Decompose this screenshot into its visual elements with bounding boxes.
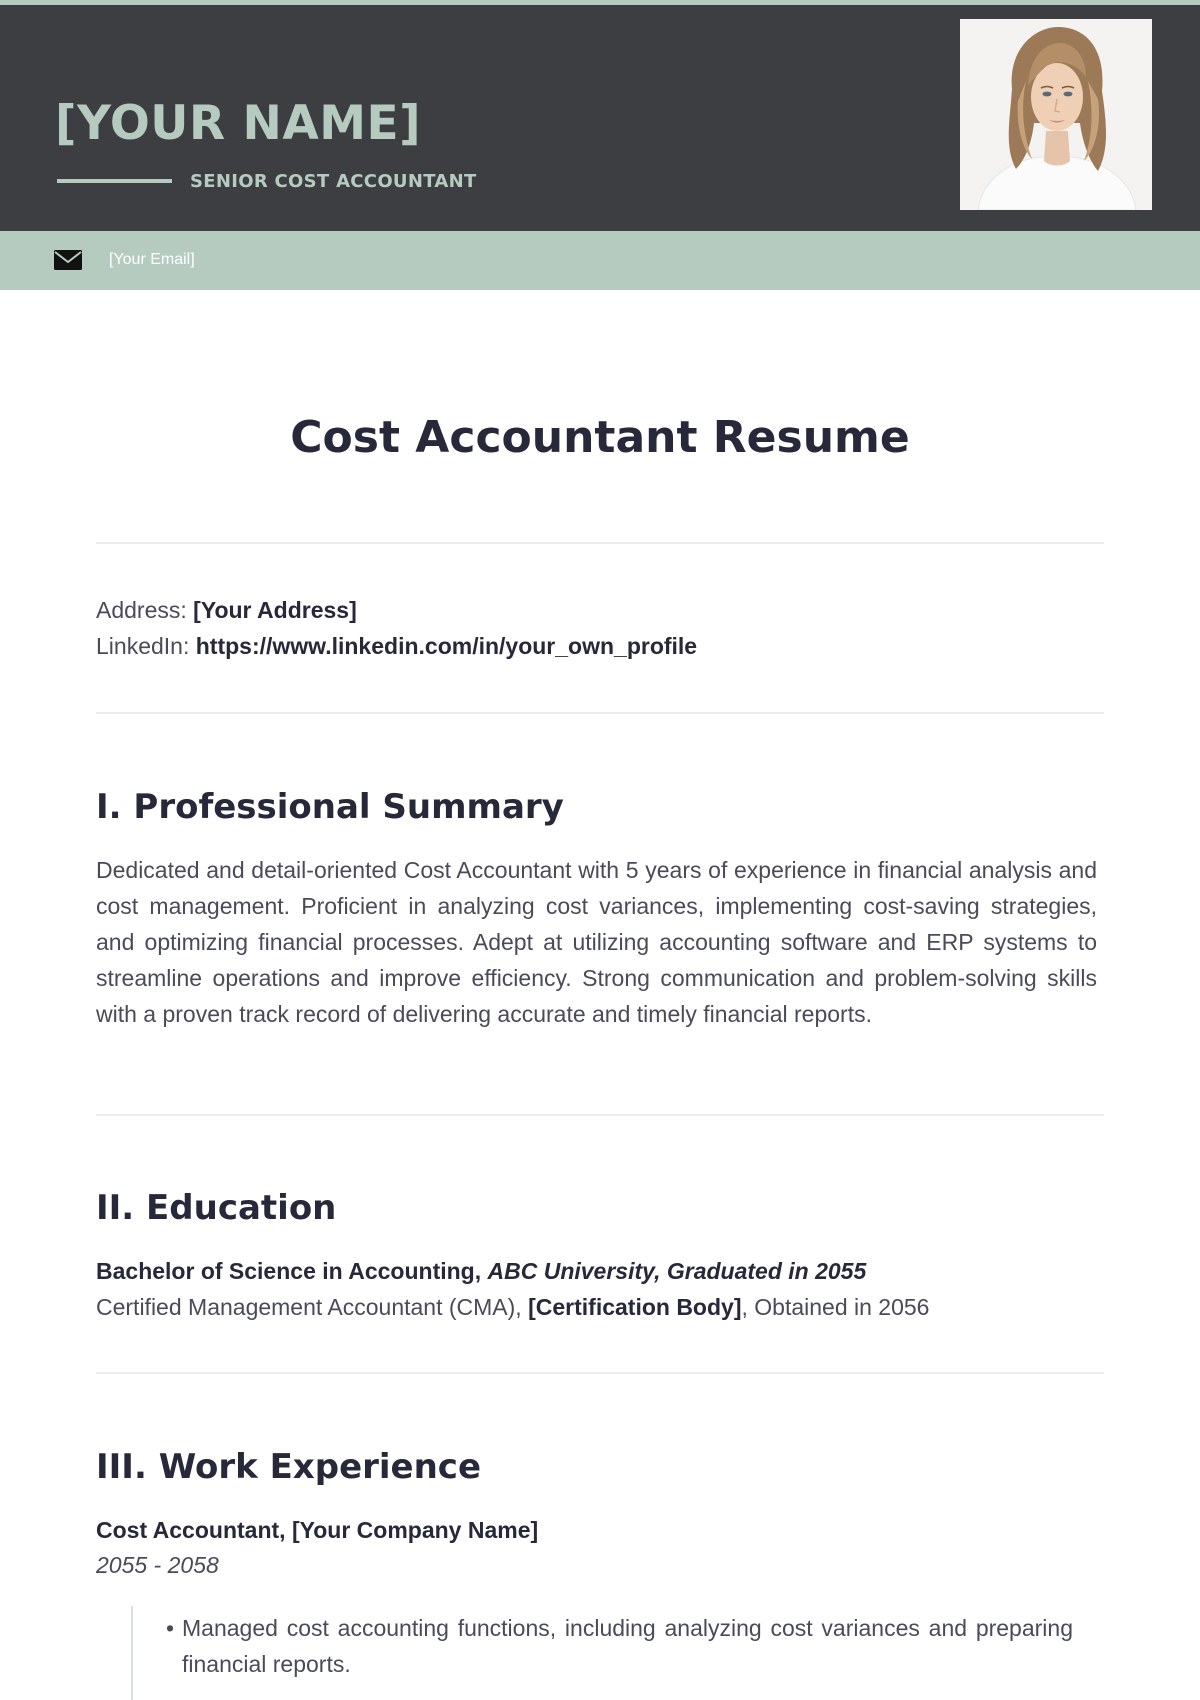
quote-bar xyxy=(131,1606,133,1700)
cert-body: [Certification Body] xyxy=(528,1294,742,1320)
summary-paragraph: Dedicated and detail-oriented Cost Accountant with 5 years of experience in financial analysis and cost management. Proficient in analyzing cost variances, implementing cost-saving strategies, and optimizing financial processes. Adept at utilizing accounting software and ERP systems to streamline operations and improve efficiency. Strong communication and problem-solving skills with a proven track record of delivering accurate and timely financial reports. xyxy=(96,857,1097,1027)
degree-separator: , xyxy=(474,1258,488,1284)
email-text: [Your Email] xyxy=(109,251,195,268)
envelope-icon xyxy=(54,250,82,270)
divider xyxy=(96,712,1104,714)
document-title: Cost Accountant Resume xyxy=(290,412,910,463)
bullet-icon: • xyxy=(166,1615,175,1641)
certification-line xyxy=(96,1294,929,1321)
section-heading-education: II. Education xyxy=(96,1188,337,1228)
linkedin-line xyxy=(96,633,697,660)
section-heading-summary: I. Professional Summary xyxy=(96,787,564,827)
section-heading-experience: III. Work Experience xyxy=(96,1447,482,1487)
divider xyxy=(96,1114,1104,1116)
address-value: [Your Address] xyxy=(193,597,357,623)
address-label: Address: xyxy=(96,597,194,623)
school-name: ABC University, Graduated in 2055 xyxy=(487,1258,867,1284)
experience-bullet: Managed cost accounting functions, including analyzing cost variances and preparing financial reports. xyxy=(182,1615,1073,1677)
role-title: Cost Accountant xyxy=(96,1517,280,1543)
degree-name: Bachelor of Science in Accounting xyxy=(96,1258,475,1284)
job-title: SENIOR COST ACCOUNTANT xyxy=(190,171,477,192)
degree-line xyxy=(96,1258,866,1285)
cert-prefix: Certified Management Accountant (CMA), xyxy=(96,1294,529,1320)
role-dates: 2055 - 2058 xyxy=(96,1552,219,1578)
cert-suffix: , Obtained in 2056 xyxy=(741,1294,930,1320)
linkedin-link[interactable]: https://www.linkedin.com/in/your_own_profile xyxy=(195,633,698,659)
company-name: [Your Company Name] xyxy=(291,1517,539,1543)
linkedin-label: LinkedIn: xyxy=(96,633,196,659)
address-line xyxy=(96,597,357,624)
role-separator: , xyxy=(279,1517,292,1543)
role-line xyxy=(96,1517,538,1544)
divider xyxy=(96,542,1104,544)
resume-name: [YOUR NAME] xyxy=(55,96,422,151)
divider xyxy=(96,1372,1104,1374)
portrait-image xyxy=(960,19,1152,210)
title-divider xyxy=(57,179,172,183)
profile-photo xyxy=(960,19,1152,210)
